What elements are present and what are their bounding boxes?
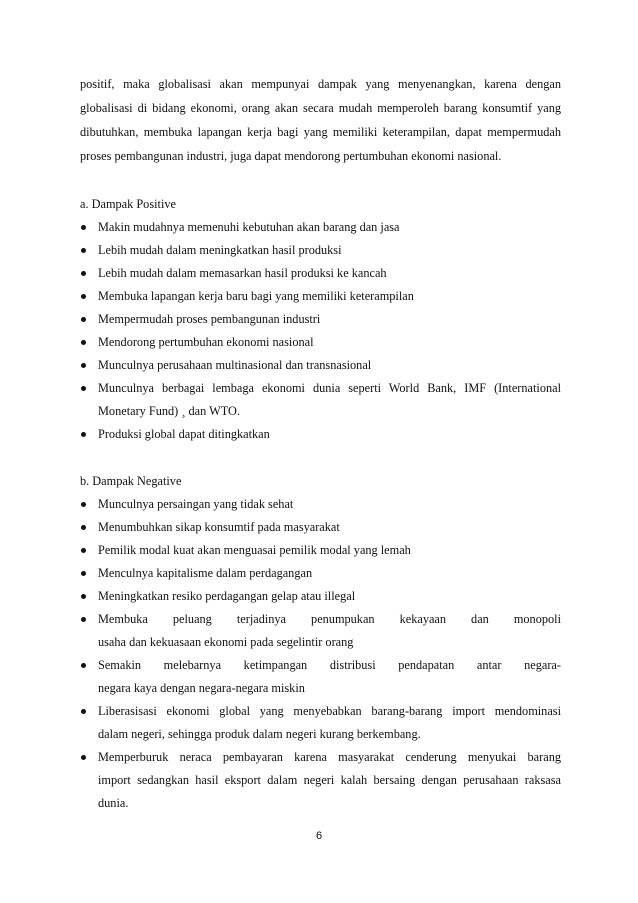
list-item-text: Produksi global dapat ditingkatkan xyxy=(98,427,270,441)
intro-line: dibutuhkan, membuka lapangan kerja bagi yang memiliki keterampilan, dapat mempermudah xyxy=(80,125,561,139)
list-item-text: Munculnya berbagai lembaga ekonomi dunia seperti World Bank, IMF (International xyxy=(98,381,561,395)
list-item-text: Membuka lapangan kerja baru bagi yang memiliki keterampilan xyxy=(98,289,414,303)
bullet-icon xyxy=(81,502,86,507)
list-item-text: Makin mudahnya memenuhi kebutuhan akan barang dan jasa xyxy=(98,220,400,234)
list-item-text: Liberasisasi ekonomi global yang menyebabkan barang-barang import mendominasi xyxy=(98,704,561,718)
list-item xyxy=(80,585,561,608)
bullet-icon xyxy=(81,432,86,437)
bullet-icon xyxy=(81,248,86,253)
bullet-icon xyxy=(81,363,86,368)
list-item-text: Pemilik modal kuat akan menguasai pemilik modal yang lemah xyxy=(98,543,411,557)
bullet-icon xyxy=(81,571,86,576)
list-item-text: usaha dan kekuasaan ekonomi pada segelintir orang xyxy=(98,635,354,649)
list-item xyxy=(80,423,561,446)
list-item xyxy=(80,262,561,285)
bullet-icon xyxy=(81,525,86,530)
list-item-text: Meningkatkan resiko perdagangan gelap atau illegal xyxy=(98,589,356,603)
bullet-icon xyxy=(81,340,86,345)
bullet-icon xyxy=(81,617,86,622)
list-item xyxy=(80,377,561,423)
list-item-text: Mempermudah proses pembangunan industri xyxy=(98,312,321,326)
positive-list xyxy=(80,216,561,446)
list-item-text: Lebih mudah dalam meningkatkan hasil produksi xyxy=(98,243,342,257)
list-item xyxy=(80,493,561,516)
bullet-icon xyxy=(81,225,86,230)
intro-paragraph xyxy=(80,72,561,168)
list-item xyxy=(80,216,561,239)
page-content xyxy=(80,72,561,815)
bullet-icon xyxy=(81,317,86,322)
bullet-icon xyxy=(81,294,86,299)
list-item-text: Menumbuhkan sikap konsumtif pada masyarakat xyxy=(98,520,340,534)
intro-line: proses pembangunan industri, juga dapat mendorong pertumbuhan ekonomi nasional. xyxy=(80,149,502,163)
page-number: 6 xyxy=(315,830,323,842)
list-item xyxy=(80,331,561,354)
intro-line: positif, maka globalisasi akan mempunyai dampak yang menyenangkan, karena dengan xyxy=(80,77,561,91)
bullet-icon xyxy=(81,663,86,668)
list-item xyxy=(80,654,561,700)
list-item-text: Membuka peluang terjadinya penumpukan kekayaan dan monopoli xyxy=(98,612,561,626)
list-item-text: dalam negeri, sehingga produk dalam negeri kurang berkembang. xyxy=(98,727,421,741)
list-item-text: import sedangkan hasil eksport dalam negeri kalah bersaing dengan perusahaan raksasa xyxy=(98,773,561,787)
list-item xyxy=(80,539,561,562)
list-item-text: Monetary Fund) ¸ dan WTO. xyxy=(98,404,240,418)
list-item-text: negara kaya dengan negara-negara miskin xyxy=(98,681,305,695)
list-item xyxy=(80,700,561,746)
bullet-icon xyxy=(81,548,86,553)
list-item-text: Munculnya perusahaan multinasional dan transnasional xyxy=(98,358,372,372)
bullet-icon xyxy=(81,755,86,760)
list-item-text: Menculnya kapitalisme dalam perdagangan xyxy=(98,566,313,580)
bullet-icon xyxy=(81,594,86,599)
bullet-icon xyxy=(81,709,86,714)
list-item xyxy=(80,239,561,262)
list-item xyxy=(80,516,561,539)
list-item-text: Memperburuk neraca pembayaran karena masyarakat cenderung menyukai barang xyxy=(98,750,561,764)
list-item xyxy=(80,746,561,815)
list-item-text: dunia. xyxy=(98,796,129,810)
bullet-icon xyxy=(81,271,86,276)
list-item-text: Mendorong pertumbuhan ekonomi nasional xyxy=(98,335,314,349)
list-item xyxy=(80,562,561,585)
positive-section-title: a. Dampak Positive xyxy=(80,197,176,211)
intro-line: globalisasi di bidang ekonomi, orang akan secara mudah memperoleh barang konsumtif yang xyxy=(80,101,561,115)
list-item-text: Munculnya persaingan yang tidak sehat xyxy=(98,497,294,511)
list-item xyxy=(80,285,561,308)
list-item-text: Lebih mudah dalam memasarkan hasil produksi ke kancah xyxy=(98,266,387,280)
list-item-text: Semakin melebarnya ketimpangan distribusi pendapatan antar negara- xyxy=(98,658,561,672)
list-item xyxy=(80,308,561,331)
negative-list xyxy=(80,493,561,815)
negative-section-title: b. Dampak Negative xyxy=(80,474,182,488)
list-item xyxy=(80,608,561,654)
bullet-icon xyxy=(81,386,86,391)
list-item xyxy=(80,354,561,377)
